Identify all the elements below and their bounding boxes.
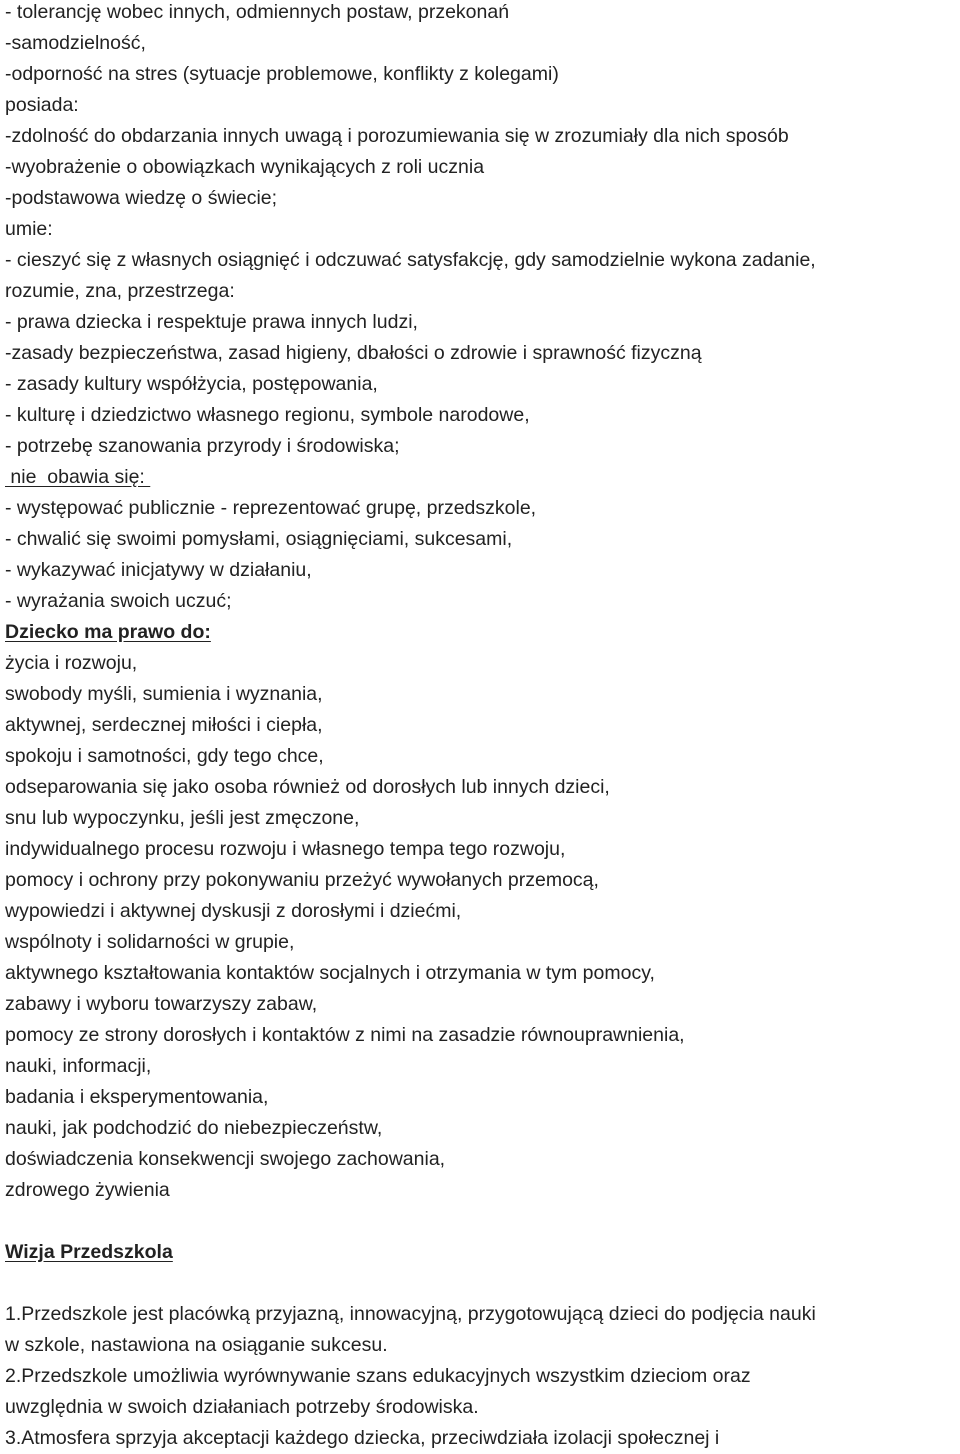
umie-heading: umie: xyxy=(5,218,53,240)
wizja-line: 2.Przedszkole umożliwia wyrównywanie szans edukacyjnych wszystkim dzieciom oraz xyxy=(5,1365,751,1387)
prawa-item: odseparowania się jako osoba również od dorosłych lub innych dzieci, xyxy=(5,776,610,798)
posiada-item: -zdolność do obdarzania innych uwagą i porozumiewania się w zrozumiały dla nich sposób xyxy=(5,125,789,147)
prawa-heading: Dziecko ma prawo do: xyxy=(5,621,211,643)
prawa-item: aktywnej, serdecznej miłości i ciepła, xyxy=(5,714,323,736)
prawa-item: snu lub wypoczynku, jeśli jest zmęczone, xyxy=(5,807,360,829)
wizja-heading: Wizja Przedszkola xyxy=(5,1241,173,1263)
prawa-item: zdrowego żywienia xyxy=(5,1179,170,1201)
wizja-line: 1.Przedszkole jest placówką przyjazną, innowacyjną, przygotowującą dzieci do podjęcia nauki xyxy=(5,1303,816,1325)
rozumie-item: - kulturę i dziedzictwo własnego regionu, symbole narodowe, xyxy=(5,404,530,426)
prawa-item: badania i eksperymentowania, xyxy=(5,1086,269,1108)
prawa-item: zabawy i wyboru towarzyszy zabaw, xyxy=(5,993,318,1015)
umie-item: - cieszyć się z własnych osiągnięć i odczuwać satysfakcję, gdy samodzielnie wykona zadanie, xyxy=(5,249,816,271)
prawa-item: doświadczenia konsekwencji swojego zachowania, xyxy=(5,1148,446,1170)
paragraph-spacer xyxy=(5,1206,960,1237)
intro-line: -samodzielność, xyxy=(5,32,146,54)
paragraph-spacer xyxy=(5,1268,960,1299)
posiada-heading: posiada: xyxy=(5,94,79,116)
nie-obawia-item: - wykazywać inicjatywy w działaniu, xyxy=(5,559,312,581)
nie-obawia-item: - chwalić się swoimi pomysłami, osiągnięciami, sukcesami, xyxy=(5,528,513,550)
wizja-line: w szkole, nastawiona na osiąganie sukcesu. xyxy=(5,1334,388,1356)
prawa-item: nauki, jak podchodzić do niebezpieczeństw, xyxy=(5,1117,383,1139)
prawa-item: aktywnego kształtowania kontaktów socjalnych i otrzymania w tym pomocy, xyxy=(5,962,655,984)
rozumie-item: - zasady kultury współżycia, postępowania, xyxy=(5,373,378,395)
prawa-item: życia i rozwoju, xyxy=(5,652,138,674)
rozumie-item: -zasady bezpieczeństwa, zasad higieny, dbałości o zdrowie i sprawność fizyczną xyxy=(5,342,702,364)
nie-obawia-heading: nie obawia się: xyxy=(5,466,151,488)
prawa-item: wypowiedzi i aktywnej dyskusji z dorosłymi i dziećmi, xyxy=(5,900,462,922)
posiada-item: -wyobrażenie o obowiązkach wynikających z roli ucznia xyxy=(5,156,485,178)
prawa-item: wspólnoty i solidarności w grupie, xyxy=(5,931,295,953)
rozumie-item: - potrzebę szanowania przyrody i środowiska; xyxy=(5,435,400,457)
prawa-item: indywidualnego procesu rozwoju i własnego tempa tego rozwoju, xyxy=(5,838,566,860)
document-page xyxy=(5,0,960,1454)
prawa-item: spokoju i samotności, gdy tego chce, xyxy=(5,745,324,767)
nie-obawia-item: - występować publicznie - reprezentować grupę, przedszkole, xyxy=(5,497,537,519)
nie-obawia-item: - wyrażania swoich uczuć; xyxy=(5,590,232,612)
rozumie-heading: rozumie, zna, przestrzega: xyxy=(5,280,235,302)
intro-line: - tolerancję wobec innych, odmiennych postaw, przekonań xyxy=(5,1,510,23)
rozumie-item: - prawa dziecka i respektuje prawa innych ludzi, xyxy=(5,311,418,333)
posiada-item: -podstawowa wiedzę o świecie; xyxy=(5,187,278,209)
prawa-item: nauki, informacji, xyxy=(5,1055,152,1077)
prawa-item: swobody myśli, sumienia i wyznania, xyxy=(5,683,323,705)
wizja-line: uwzględnia w swoich działaniach potrzeby środowiska. xyxy=(5,1396,479,1418)
prawa-item: pomocy i ochrony przy pokonywaniu przeżyć wywołanych przemocą, xyxy=(5,869,599,891)
wizja-line: 3.Atmosfera sprzyja akceptacji każdego dziecka, przeciwdziała izolacji społecznej i xyxy=(5,1427,720,1449)
intro-line: -odporność na stres (sytuacje problemowe, konflikty z kolegami) xyxy=(5,63,559,85)
prawa-item: pomocy ze strony dorosłych i kontaktów z nimi na zasadzie równouprawnienia, xyxy=(5,1024,685,1046)
